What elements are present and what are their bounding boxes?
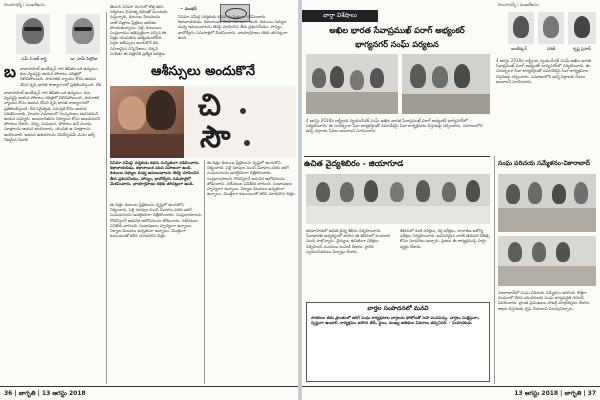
portrait-caption: ఎమ్.వి.ఆర్.శాస్త్రి (21, 56, 47, 61)
article-text: జియాగూడలో ఉచిత వైద్య శిబిరం నిర్వహించారు. సేవాభారతి ఆధ్వర్యంలో జరిగిన ఈ శిబిరంలో వందలాది మంది పాల్గొన్నారు. వైద్యులు ఉచితంగా పరీక్షలు నిర్వహించి మందులు పంపిణీ చేశారు. స్థానిక స్వయంసేవకులు ఏర్పాట్లు చేశారు. (306, 228, 391, 254)
footer-rule (302, 386, 600, 387)
portrait-photo (568, 12, 596, 44)
column-text: ఈ చిత్రం కుటుంబ ప్రేక్షకులను దృష్టిలో ఉంచుకొని నిర్మించారు. పెళ్లి చూపుల నుంచి వివాహం వరకు జరిగే సంఘటనలను ఆసక్తికరంగా చిత్రీకరించారు. సంప్రదాయాలను గౌరవిస్తూనే ఆధునిక ఆలోచనలను జోడించారు. నటీనటుల పనితీరు బాగుంది. సంభాషణలు హృద్యంగా ఉన్నాయి. నిర్మాణ విలువలు ఉన్నతంగా ఉన్నాయి. మొత్తంగా కుటుంబంతో కలిసి చూడదగిన చిత్రం. (110, 202, 202, 239)
portrait-caption: పరిత్ (546, 46, 556, 51)
film-title-text: సౌ (200, 120, 231, 155)
column-divider (106, 12, 107, 384)
article-text: శిబిరంలో కంటి పరీక్షలు, రక్త పరీక్షలు, సాధారణ ఆరోగ్య పరీక్షలు నిర్వహించారు. అవసరమైన వారికి తదుపరి చికిత్స కోసం సూచనలు ఇచ్చారు. ప్రజలు ఈ కార్యక్రమంపై హర్షం వ్యక్తం చేశారు. (400, 228, 490, 249)
column-text: సినిమా సమీక్ష: దర్శకుడు కథను సున్నితంగా నడిపించారు. కథానాయకుడు, కథానాయిక నటన సహజంగా ఉంది. కుటుంబ సభ్యుల మధ్య అనుబంధాలను తెరపై చూపించిన తీరు ప్రశంసనీయం. హాస్యం, భావోద్వేగం సమపాళ్లలో మేళవించారు. ఛాయాగ్రహణం కథకు తగినట్లుగా ఉంది. (178, 14, 288, 40)
footer-rule (0, 386, 298, 387)
portrait-photo (538, 12, 564, 44)
section-rule (304, 156, 490, 157)
medical-camp-photo (306, 174, 490, 224)
portrait-caption: కృష్ణ ప్రసాద్ (573, 46, 591, 51)
column-text: తెలుగు సినిమా రంగంలో కొత్త తరం దర్శకులు వినూత్న కథలతో ముందుకు వస్తున్నారు. కుటుంబ విలువలను చాటే చిత్రాలు ప్రేక్షకుల ఆదరణ పొందుతున్నాయి. పెళ్లి, కుటుంబం, సంప్రదాయం ఇతివృత్తంగా వచ్చిన ఈ చిత్రం యువతను ఆకట్టుకుంటోంది. పెద్దల ఆశీస్సులు అందుకొనే కథ, సహజమైన సన్నివేశాలు, చక్కని సంగీతం ఈ చిత్రానికి ప్రత్యేక ఆకర్షణ. (110, 4, 168, 56)
article-headline: అఖిల భారత సేవాప్రముఖ్ పరాగ్ అభ్యంకర్ (329, 25, 465, 35)
article-headline: ఆశీస్సులు అందుకొనే (151, 64, 255, 79)
section-title: ఉచిత వైద్యశిబిరం - జియాగూడ (304, 159, 404, 168)
article-subheadline: భాగ్యనగర్ సంఘ్ పర్యటన (355, 39, 439, 49)
right-header-tag: హిందూధర్మ్ / ముఖలేఖనం (498, 2, 539, 7)
portrait-photo (16, 14, 50, 54)
left-header-tag: హిందూధర్మ్ / ముఖలేఖనం (4, 2, 45, 7)
column-divider (204, 160, 205, 384)
column-text: బాబాసాహెబ్ అంబేడ్కర్ గారి జీవితం ఒక ఉద్యమం. కుల వ్యవస్థపై ఆయన పోరాటం చరిత్రలో నిలిచిపోయింది. సామాజిక న్యాయం కోసం ఆయన చేసిన కృషి భారత రాజ్యాంగంలో ప్రతిబింబిస్తుంది. దేశ సమైక్యత, సమగ్రత కోసం ఆయన పరితపించారు. హిందూ సమాజంలో సంస్కరణలు అవసరమని ఆయన నమ్మారు. అంటరానితనం నిర్మూలన కోసం అలుపెరుగని పోరాటం చేశారు. విద్య, సంఘటన, పోరాటం అనే మూడు సూత్రాలను ఆయన అందించారు. యువత ఆ సూత్రాలను ఆచరించాలి. ఆయన ఆశయాలను నెరవేర్చడమే మనం ఇచ్చే నిజమైన నివాళి. (4, 90, 101, 142)
article-text: 4 ఆగస్టు 2018న రాష్ట్రీయ స్వయంసేవక్ సంఘ్ అఖిల భారత సేవాప్రముఖ్ పరాగ్ అభ్యంకర్ భాగ్యనగర్‌లో పర్యటించారు. ఈ సందర్భంగా సేవా కార్యకర్తలతో సమావేశమై సేవా కార్యక్రమాల విస్తరణపై చర్చించారు. సమాజంలోని అన్ని వర్గాలకు సేవలు అందాలని సూచించారు. (306, 118, 483, 134)
film-still-image (110, 86, 296, 158)
event-photo (306, 54, 398, 114)
column-text: ఈ చిత్రం కుటుంబ ప్రేక్షకులను దృష్టిలో ఉంచుకొని నిర్మించారు. పెళ్లి చూపుల నుంచి వివాహం వరకు జరిగే సంఘటనలను ఆసక్తికరంగా చిత్రీకరించారు. సంప్రదాయాలను గౌరవిస్తూనే ఆధునిక ఆలోచనలను జోడించారు. నటీనటుల పనితీరు బాగుంది. సంభాషణలు హృద్యంగా ఉన్నాయి. నిర్మాణ విలువలు ఉన్నతంగా ఉన్నాయి. మొత్తంగా కుటుంబంతో కలిసి చూడదగిన చిత్రం. (207, 160, 296, 197)
portrait-caption: అంబేడ్కర్ (511, 46, 527, 51)
article-text: 4 ఆగస్టు 2018న రాష్ట్రీయ స్వయంసేవక్ సంఘ్ అఖిల భారత సేవాప్రముఖ్ పరాగ్ అభ్యంకర్ భాగ్యనగర్‌లో పర్యటించారు. ఈ సందర్భంగా సేవా కార్యకర్తలతో సమావేశమై సేవా కార్యక్రమాల విస్తరణపై చర్చించారు. సమాజంలోని అన్ని వర్గాలకు సేవలు అందాలని సూచించారు. (496, 58, 591, 84)
notice-box-title: వార్తల సంపాదనలో మనవి (367, 305, 429, 312)
portrait-photo (66, 14, 100, 54)
column-header: ~ మంథన్ (180, 6, 197, 11)
drop-cap: బ (4, 62, 17, 81)
column-text: బాబాసాహెబ్ అంబేడ్కర్ గారి జీవితం ఒక ఉద్యమం. కుల వ్యవస్థపై ఆయన పోరాటం చరిత్రలో నిలిచిపోయింది. సామాజిక న్యాయం కోసం ఆయన చేసిన కృషి భారత రాజ్యాంగంలో ప్రతిబింబిస్తుంది. దేశ (20, 66, 102, 87)
page-footer: 13 ఆగస్టు 2018 | జాగృతి | 37 (514, 390, 596, 397)
event-photo (498, 236, 596, 286)
notice-box-body: పాఠకులు తమ ప్రాంతంలో జరిగే సంఘ కార్యక్రమాల వార్తలను ఫోటోలతో సహా పంపవచ్చు. వార్తలు సంక్షిప్తంగా, స్పష్టంగా ఉండాలి. కార్యక్రమం జరిగిన తేదీ, స్థలం, ముఖ్య అతిథుల వివరాలు తప్పనిసరి. - సంపాదకుడు (311, 315, 480, 326)
left-page (0, 0, 298, 400)
section-title: సంఘ పరిచయ సమ్మేళనం-వికారాబాద్ (498, 160, 591, 167)
notice-box (306, 302, 490, 382)
section-tag: వార్తా విశేషాలు (302, 10, 378, 22)
portrait-photo (508, 12, 534, 44)
event-photo (498, 174, 596, 232)
column-divider (494, 156, 495, 384)
article-text: వికారాబాద్‌లో సంఘ పరిచయ సమ్మేళనం జరిగింది. కొత్తగా సంఘంలో చేరిన యువకులకు సంఘ కార్యపద్ధతి గురించి వివరించారు. ప్రాంత ప్రముఖులు హాజరై మార్గదర్శనం చేశారు. శాఖల విస్తరణకు కృషి చేయాలని పిలుపునిచ్చారు. (498, 290, 591, 311)
event-photo (402, 54, 490, 114)
page-footer: 36 | జాగృతి | 13 ఆగస్టు 2018 (4, 390, 86, 397)
right-page (302, 0, 600, 400)
portrait-caption: డా. సామ్ పిట్రోడా (70, 56, 98, 61)
column-text: సినిమా సమీక్ష: దర్శకుడు కథను సున్నితంగా నడిపించారు. కథానాయకుడు, కథానాయిక నటన సహజంగా ఉంది. కుటుంబ సభ్యుల మధ్య అనుబంధాలను తెరపై చూపించిన తీరు ప్రశంసనీయం. హాస్యం, భావోద్వేగం సమపాళ్లలో మేళవించారు. ఛాయాగ్రహణం కథకు తగినట్లుగా ఉంది. (110, 160, 200, 186)
film-title-text: చి (198, 88, 221, 123)
